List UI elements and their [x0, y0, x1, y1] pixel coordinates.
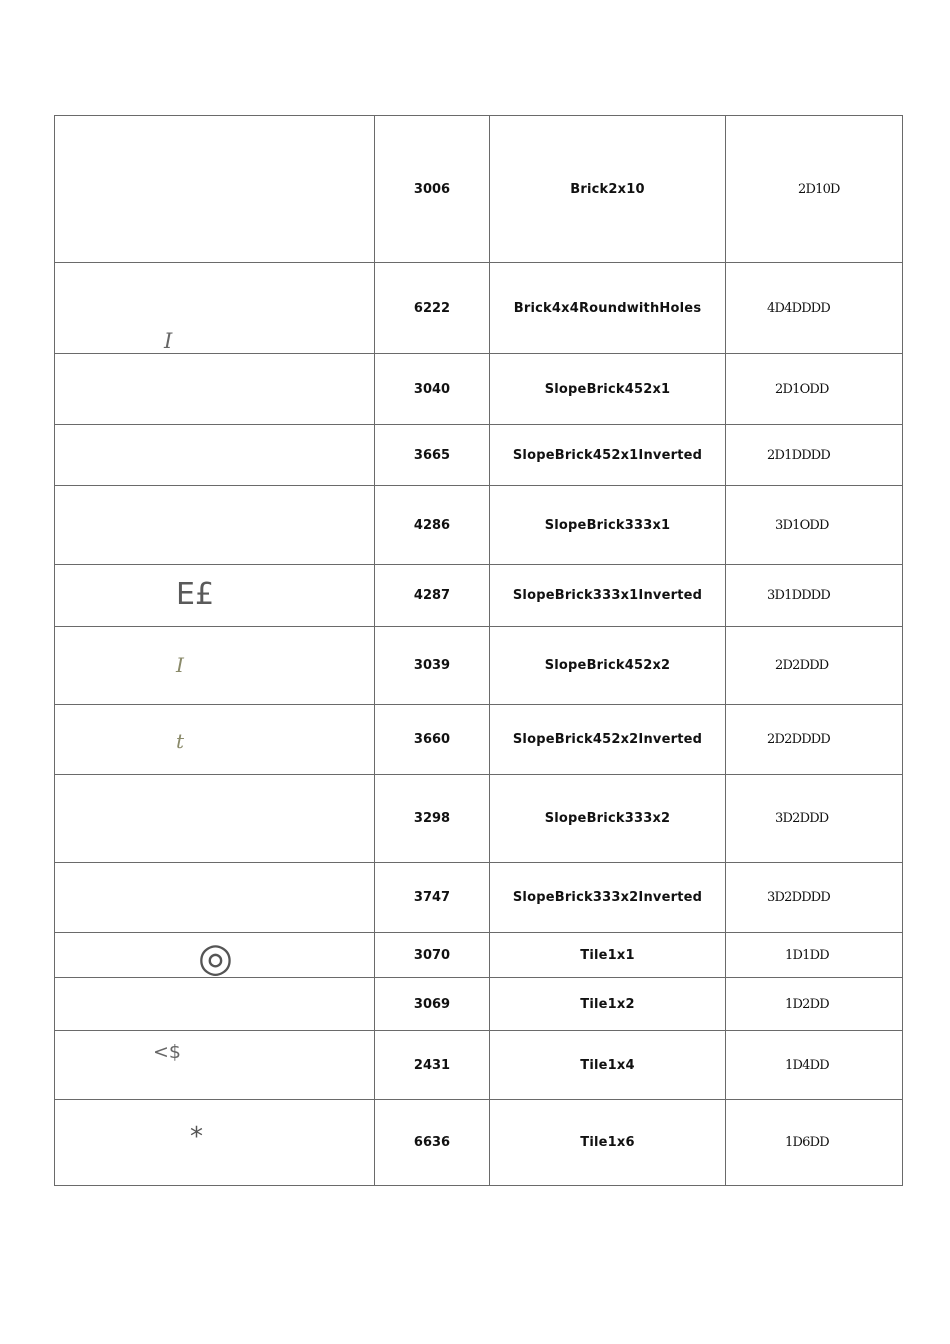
table-row [55, 933, 903, 978]
part-code: 1D2DD [785, 996, 829, 1012]
part-code-cell [726, 705, 903, 775]
part-image-glyph: * [190, 1122, 203, 1152]
part-id: 3040 [375, 354, 490, 425]
part-code-cell [726, 933, 903, 978]
part-code: 3D2DDD [775, 811, 829, 826]
part-image-cell [55, 354, 375, 425]
part-id: 3069 [375, 978, 490, 1031]
part-name: Tile1x4 [490, 1031, 726, 1100]
part-image-cell [55, 933, 375, 978]
part-image-cell [55, 775, 375, 863]
table-row [55, 978, 903, 1031]
part-code: 3D1DDDD [767, 588, 831, 603]
part-name: Brick4x4RoundwithHoles [490, 263, 726, 354]
part-code-cell [726, 775, 903, 863]
part-image-glyph: ◎ [198, 935, 233, 978]
part-id: 6222 [375, 263, 490, 354]
part-name: SlopeBrick452x1 [490, 354, 726, 425]
part-code: 2D1DDDD [767, 447, 831, 463]
table-row [55, 627, 903, 705]
part-code-cell [726, 863, 903, 933]
table-row [55, 1100, 903, 1186]
part-image-cell [55, 1031, 375, 1100]
part-id: 3298 [375, 775, 490, 863]
part-id: 3039 [375, 627, 490, 705]
part-code-cell [726, 627, 903, 705]
part-name: SlopeBrick333x2 [490, 775, 726, 863]
part-image-cell [55, 116, 375, 263]
part-name: Tile1x2 [490, 978, 726, 1031]
part-id: 3747 [375, 863, 490, 933]
table-row [55, 705, 903, 775]
table-row [55, 486, 903, 565]
part-image-glyph: t [176, 729, 185, 753]
part-code-cell [726, 978, 903, 1031]
parts-table [54, 115, 903, 1186]
part-code: 2D10D [798, 181, 840, 197]
part-code: 3D1ODD [775, 517, 829, 533]
part-name: SlopeBrick452x2Inverted [490, 705, 726, 775]
part-image-cell [55, 1100, 375, 1186]
part-code: 2D1ODD [775, 381, 829, 397]
part-code: 2D2DDD [775, 658, 829, 673]
part-code: 2D2DDDD [767, 732, 831, 747]
table-row [55, 116, 903, 263]
part-code-cell [726, 354, 903, 425]
part-code: 4D4DDDD [767, 300, 831, 316]
part-id: 3665 [375, 425, 490, 486]
part-image-glyph: I [164, 329, 173, 353]
part-image-cell [55, 263, 375, 354]
part-name: SlopeBrick333x1Inverted [490, 565, 726, 627]
part-id: 4287 [375, 565, 490, 627]
part-code: 1D4DD [785, 1057, 829, 1073]
part-code-cell [726, 486, 903, 565]
part-image-glyph: E£ [176, 577, 215, 612]
table-row [55, 775, 903, 863]
table-row [55, 1031, 903, 1100]
part-name: SlopeBrick452x2 [490, 627, 726, 705]
part-code: 3D2DDDD [767, 890, 831, 905]
part-id: 6636 [375, 1100, 490, 1186]
part-image-cell [55, 565, 375, 627]
part-image-cell [55, 425, 375, 486]
part-code-cell [726, 1031, 903, 1100]
part-name: Tile1x6 [490, 1100, 726, 1186]
table-row [55, 263, 903, 354]
table-row [55, 425, 903, 486]
part-name: Brick2x10 [490, 116, 726, 263]
part-name: Tile1x1 [490, 933, 726, 978]
part-image-cell [55, 486, 375, 565]
part-code-cell [726, 116, 903, 263]
part-image-glyph: I [176, 653, 184, 677]
part-code: 1D6DD [785, 1135, 829, 1150]
part-id: 3006 [375, 116, 490, 263]
table-row [55, 863, 903, 933]
part-name: SlopeBrick452x1Inverted [490, 425, 726, 486]
part-image-glyph: <$ [153, 1041, 182, 1063]
part-code-cell [726, 1100, 903, 1186]
table-row [55, 565, 903, 627]
part-name: SlopeBrick333x1 [490, 486, 726, 565]
part-image-cell [55, 863, 375, 933]
part-image-cell [55, 705, 375, 775]
part-id: 3660 [375, 705, 490, 775]
part-id: 3070 [375, 933, 490, 978]
part-code-cell [726, 565, 903, 627]
table-row [55, 354, 903, 425]
part-code-cell [726, 425, 903, 486]
part-id: 2431 [375, 1031, 490, 1100]
part-image-cell [55, 627, 375, 705]
part-name: SlopeBrick333x2Inverted [490, 863, 726, 933]
part-code-cell [726, 263, 903, 354]
part-code: 1D1DD [785, 947, 829, 963]
part-image-cell [55, 978, 375, 1031]
part-id: 4286 [375, 486, 490, 565]
